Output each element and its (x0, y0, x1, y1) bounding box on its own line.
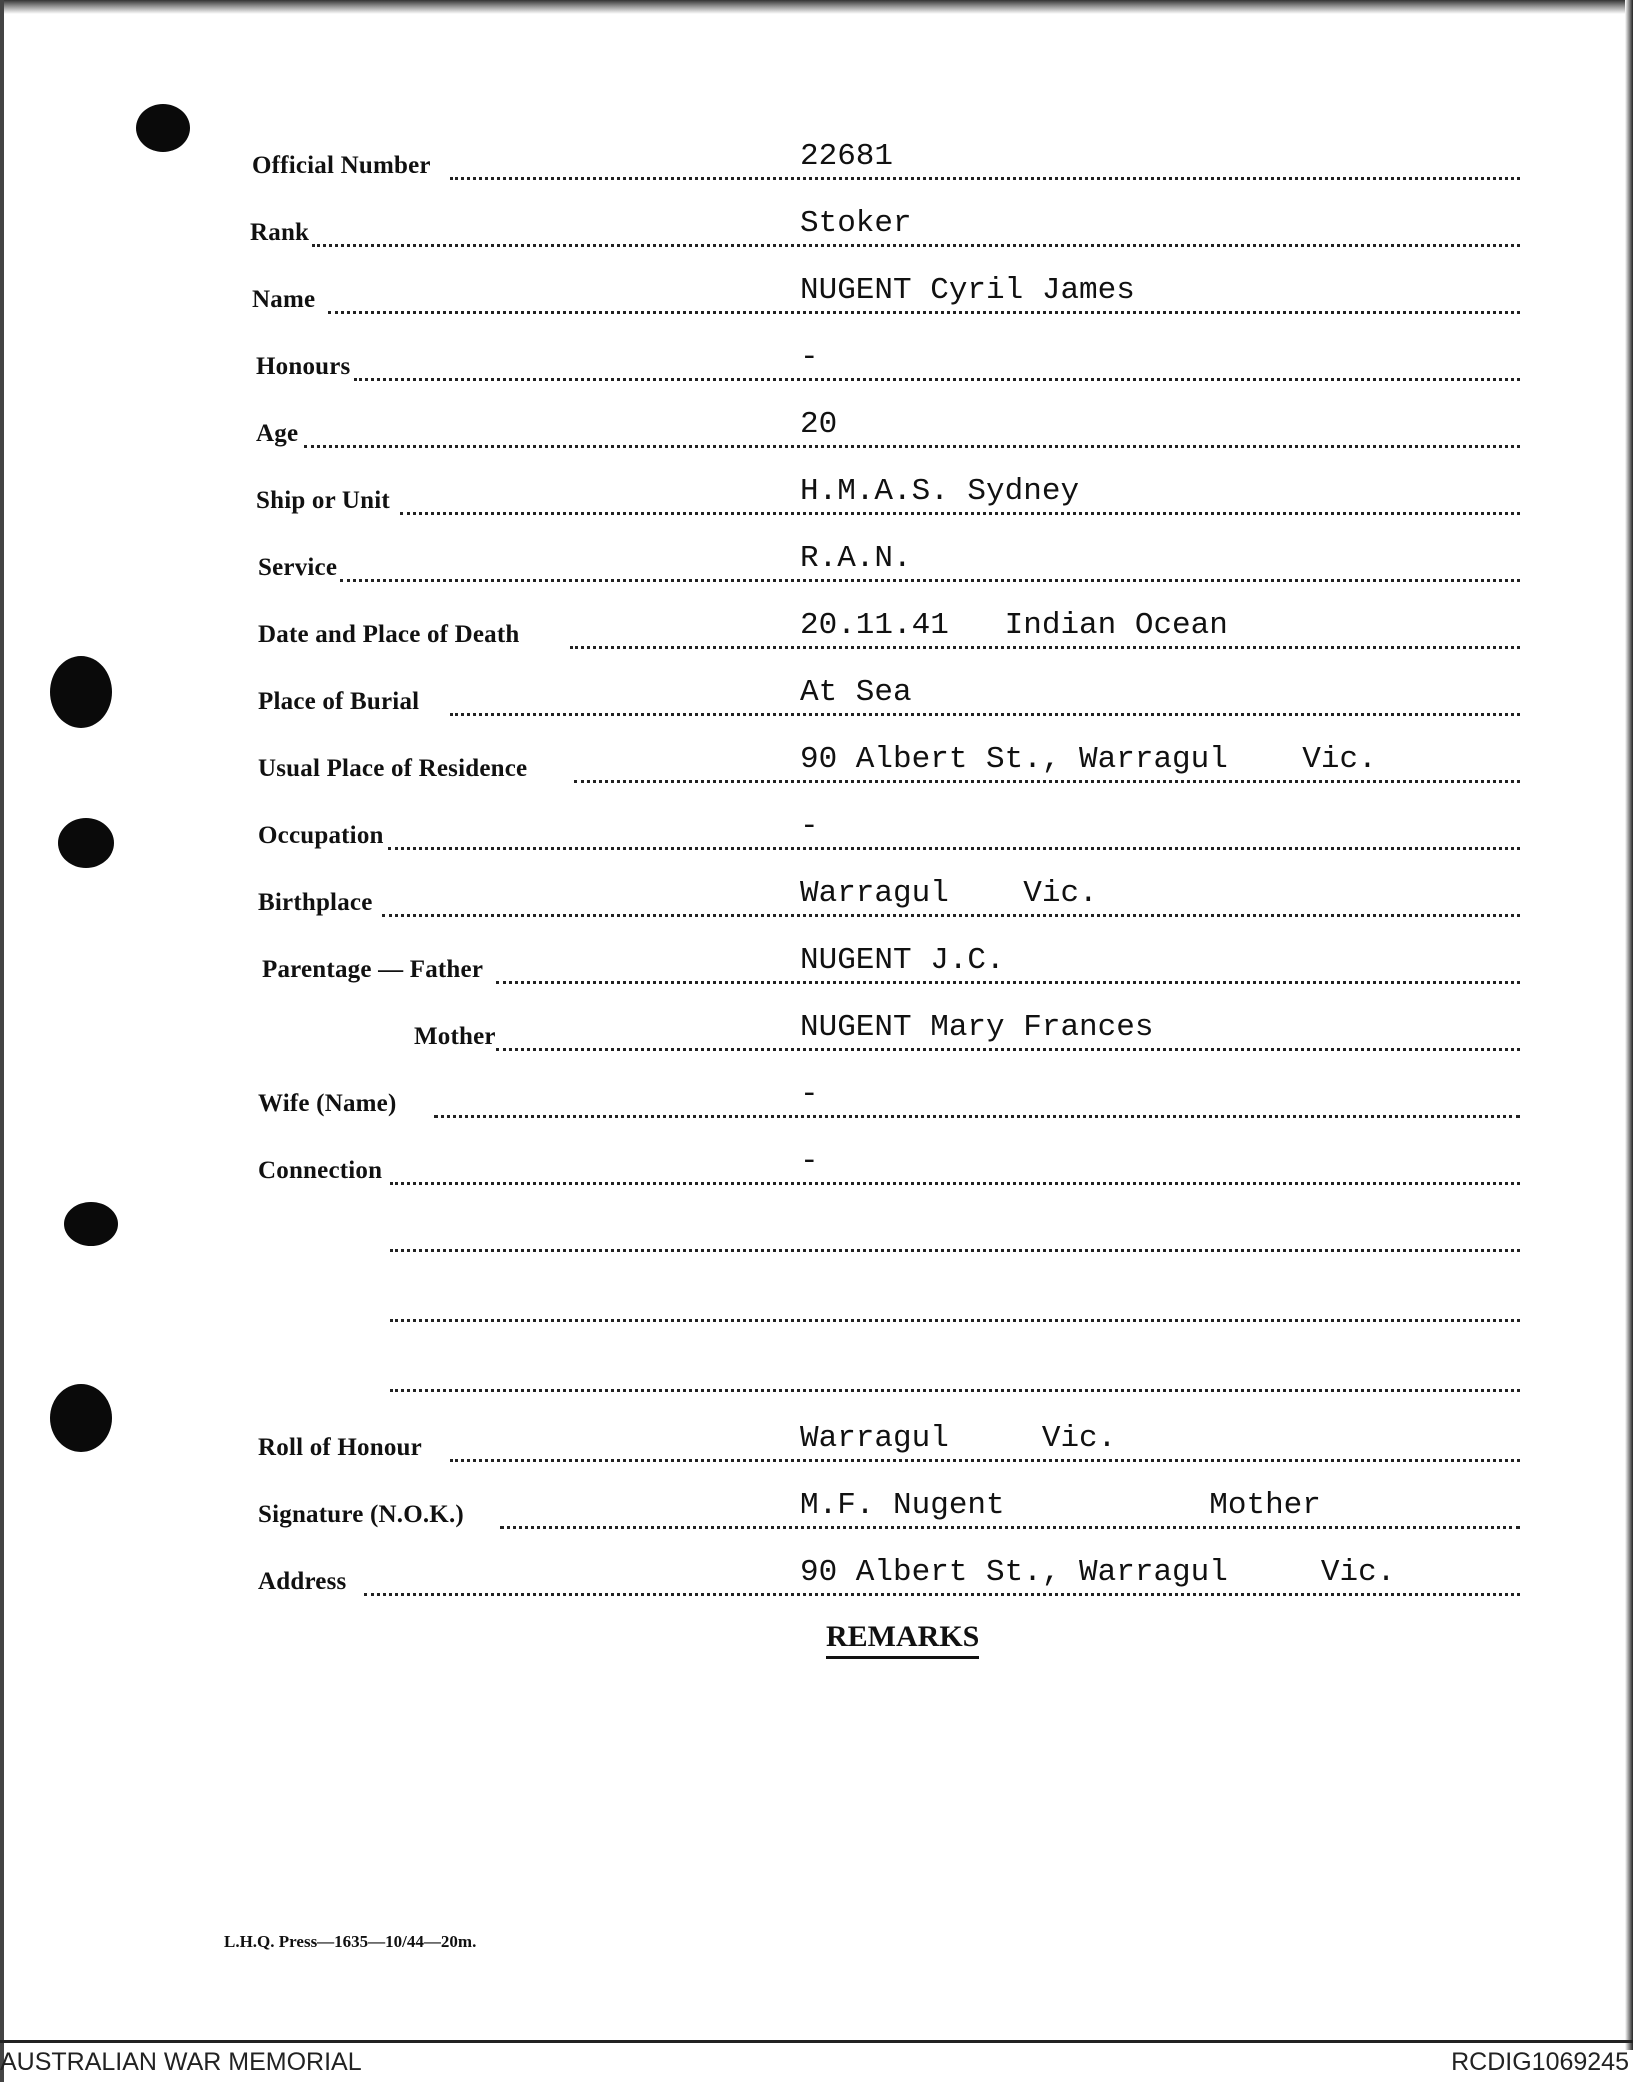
dotted-leader (390, 1319, 1520, 1322)
field-label: Address (258, 1568, 347, 1595)
field-label: Birthplace (258, 889, 373, 916)
dotted-leader (574, 780, 1520, 783)
dotted-leader (500, 1526, 1520, 1529)
field-value: 20 (800, 407, 838, 442)
field-label: Parentage — Father (262, 956, 484, 983)
dotted-leader (496, 1048, 1520, 1051)
dotted-leader (450, 713, 1520, 716)
dotted-leader (390, 1182, 1520, 1185)
field-value: Stoker (800, 206, 912, 241)
field-value: H.M.A.S. Sydney (800, 474, 1080, 509)
field-label: Signature (N.O.K.) (258, 1501, 464, 1528)
field-label: Official Number (252, 152, 431, 179)
dotted-leader (354, 378, 1520, 381)
form-row (0, 140, 1633, 190)
dotted-leader (570, 646, 1520, 649)
dotted-leader (390, 1249, 1520, 1252)
remarks-heading: REMARKS (826, 1620, 979, 1659)
form-row (0, 1212, 1633, 1262)
form-row (0, 1145, 1633, 1195)
field-value: 22681 (800, 139, 894, 174)
field-value: 90 Albert St., Warragul Vic. (800, 742, 1377, 777)
form-row (0, 1556, 1633, 1606)
field-label: Place of Burial (258, 688, 420, 715)
form-row (0, 810, 1633, 860)
form-row (0, 1352, 1633, 1402)
field-label: Age (256, 420, 299, 447)
field-label: Connection (258, 1157, 383, 1184)
field-value: NUGENT Mary Frances (800, 1010, 1154, 1045)
source-credit: AUSTRALIAN WAR MEMORIAL (0, 2048, 362, 2076)
dotted-leader (382, 914, 1520, 917)
field-label: Rank (250, 219, 310, 246)
field-value: R.A.N. (800, 541, 912, 576)
form-row (0, 1011, 1633, 1061)
catalogue-id: RCDIG1069245 (1451, 2048, 1629, 2076)
form-row (0, 542, 1633, 592)
dotted-leader (364, 1593, 1520, 1596)
form-row (0, 408, 1633, 458)
field-label: Service (258, 554, 338, 581)
field-value: - (800, 340, 819, 375)
form-row (0, 609, 1633, 659)
field-value: 20.11.41 Indian Ocean (800, 608, 1228, 643)
field-value: M.F. Nugent Mother (800, 1488, 1321, 1523)
field-label: Name (252, 286, 316, 313)
form-row (0, 1489, 1633, 1539)
dotted-leader (400, 512, 1520, 515)
form-row (0, 1422, 1633, 1472)
form-row (0, 207, 1633, 257)
field-label: Honours (256, 353, 351, 380)
form-row (0, 944, 1633, 994)
dotted-leader (340, 579, 1520, 582)
field-label: Occupation (258, 822, 384, 849)
bottom-rule (0, 2040, 1633, 2043)
field-label: Mother (414, 1023, 496, 1050)
dotted-leader (312, 244, 1520, 247)
form-row (0, 877, 1633, 927)
dotted-leader (388, 847, 1520, 850)
form-row (0, 676, 1633, 726)
printer-imprint: L.H.Q. Press—1635—10/44—20m. (224, 1932, 477, 1951)
form-row (0, 274, 1633, 324)
form-row (0, 1078, 1633, 1128)
dotted-leader (450, 1459, 1520, 1462)
field-value: - (800, 1077, 819, 1112)
dotted-leader (328, 311, 1520, 314)
field-label: Date and Place of Death (258, 621, 520, 648)
dotted-leader (390, 1389, 1520, 1392)
field-value: NUGENT Cyril James (800, 273, 1135, 308)
field-value: - (800, 809, 819, 844)
field-label: Wife (Name) (258, 1090, 397, 1117)
field-value: 90 Albert St., Warragul Vic. (800, 1555, 1396, 1590)
form-row (0, 1282, 1633, 1332)
field-value: - (800, 1144, 819, 1179)
dotted-leader (450, 177, 1520, 180)
field-value: Warragul Vic. (800, 1421, 1117, 1456)
form-row (0, 475, 1633, 525)
field-label: Usual Place of Residence (258, 755, 528, 782)
field-value: Warragul Vic. (800, 876, 1098, 911)
field-value: NUGENT J.C. (800, 943, 1005, 978)
dotted-leader (304, 445, 1520, 448)
form-row (0, 743, 1633, 793)
dotted-leader (434, 1115, 1520, 1118)
form-row (0, 341, 1633, 391)
field-label: Roll of Honour (258, 1434, 422, 1461)
field-value: At Sea (800, 675, 912, 710)
field-label: Ship or Unit (256, 487, 390, 514)
scan-top-edge (0, 0, 1633, 14)
dotted-leader (496, 981, 1520, 984)
